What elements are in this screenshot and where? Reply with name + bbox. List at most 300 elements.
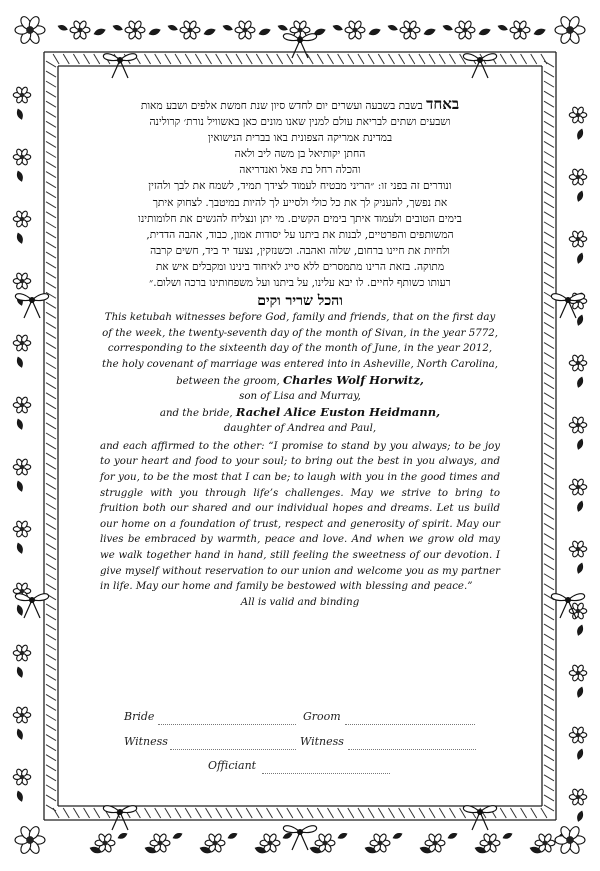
ribbon-twist [544, 363, 554, 369]
ribbon-twist [46, 222, 56, 228]
ribbon-twist [73, 808, 79, 818]
leaf [447, 832, 458, 840]
ribbon-twist [544, 403, 554, 409]
ribbon-twist [544, 654, 554, 660]
ribbon-twist [46, 262, 56, 268]
flower-center [576, 237, 580, 241]
ribbon-twist [544, 71, 554, 77]
leaf [576, 810, 584, 822]
ribbon-twist [544, 644, 554, 650]
ribbon-twist [544, 714, 554, 720]
ribbon-twist [46, 353, 56, 359]
officiant-signature-line[interactable] [262, 773, 390, 774]
ribbon-twist [46, 332, 56, 338]
ribbon-twist [73, 54, 79, 64]
leaf [16, 108, 24, 120]
ribbon-twist [46, 564, 56, 570]
ribbon-twist [46, 192, 56, 198]
flower-center [576, 113, 580, 117]
english-line: corresponding to the sixteenth day of the month of June, in the year 2012, [107, 343, 493, 355]
flower-center [576, 547, 580, 551]
ribbon-twist [46, 755, 56, 761]
ribbon-twist [46, 172, 56, 178]
ribbon-twist [46, 674, 56, 680]
leaf [93, 27, 106, 36]
officiant-signature-label: Officiant [208, 759, 257, 772]
flower-center [576, 361, 580, 365]
ribbon-twist [388, 808, 394, 818]
ribbon-twist [46, 403, 56, 409]
flower-center [26, 26, 34, 34]
ribbon-twist [206, 808, 212, 818]
ribbon-twist [429, 54, 435, 64]
flower-center [132, 27, 137, 32]
leaf [387, 24, 398, 32]
flower-center [462, 27, 467, 32]
ribbon-twist [510, 808, 516, 818]
ribbon-twist [155, 808, 161, 818]
bow-knot [565, 297, 571, 303]
ribbon-twist [544, 503, 554, 509]
ribbon-twist [206, 54, 212, 64]
flower-center [20, 217, 24, 221]
ribbon-twist [544, 312, 554, 318]
ribbon-twist [338, 808, 344, 818]
leaf [172, 832, 183, 840]
ribbon-twist [165, 54, 171, 64]
hebrew-groom-line: החתן יקותיאל בן משה ליב ולאה [234, 148, 366, 161]
bride-name: Rachel Alice Euston Heidmann, [235, 404, 441, 419]
english-closing: All is valid and binding [240, 596, 360, 608]
ribbon-twist [46, 765, 56, 771]
ribbon-twist [307, 808, 313, 818]
hebrew-line: המשותפים והפרטיים, לבנות את ביתנו על יסודות אמון, כבוד, אהבה הדדית, [146, 228, 454, 241]
ribbon-twist [544, 433, 554, 439]
ribbon-twist [544, 172, 554, 178]
ribbon-twist [246, 54, 252, 64]
bow-knot [297, 829, 303, 835]
ribbon-twist [544, 343, 554, 349]
ribbon-twist [544, 534, 554, 540]
bride-parents: daughter of Andrea and Paul, [223, 423, 377, 435]
english-text-block [100, 310, 500, 610]
ribbon-twist [544, 182, 554, 188]
hebrew-line: ולחיות את חיינו ברחום, שלוה ואהבה. וכשנזקין, נצעד יד ביד, חשים קרבה [150, 244, 450, 257]
ribbon-twist [46, 121, 56, 127]
ribbon-twist [500, 54, 506, 64]
flower-center [576, 175, 580, 179]
ribbon-twist [544, 282, 554, 288]
leaf [576, 190, 584, 202]
vow-paragraph: and each affirmed to the other: “I promise to stand by you always; to be joy to your heart and food to your soul; to bring out the best in you always, and for you, to be the most that I can be; to laugh with you in the good times and struggle with you through life’s challenges. May we strive to bring to fruition both our shared and our individual hopes and dreams. Let us build our home on a foundation of trust, respect and generosity of spirit. May our lives be embraced by warmth, peace and love. And when we grow old may we walk together hand in hand, still feeling the sweetness of our devotion. I give myself without reservation to our union and welcome you as my partner in life. May our home and family be bestowed with blessing and peace.” [100, 440, 500, 593]
bow-knot [29, 597, 35, 603]
groom-name: Charles Wolf Horwitz, [283, 372, 424, 387]
flower-center [377, 840, 382, 845]
ribbon-twist [46, 684, 56, 690]
ribbon-twist [544, 272, 554, 278]
ribbon-twist [185, 808, 191, 818]
bride-signature-label: Bride [124, 710, 155, 723]
ribbon-twist [46, 735, 56, 741]
ribbon-twist [544, 624, 554, 630]
ribbon-twist [267, 808, 273, 818]
ribbon-twist [46, 725, 56, 731]
ketubah-text [100, 96, 500, 610]
ribbon-twist [46, 413, 56, 419]
ribbon-twist [46, 383, 56, 389]
leaf [16, 604, 24, 616]
ribbon-twist [500, 808, 506, 818]
flower-center [187, 27, 192, 32]
flower-center [576, 733, 580, 737]
ribbon-twist [544, 192, 554, 198]
ribbon-twist [544, 252, 554, 258]
ribbon-twist [155, 54, 161, 64]
leaf [576, 624, 584, 636]
ribbon-twist [46, 503, 56, 509]
leaf [576, 686, 584, 698]
ribbon-twist [46, 805, 56, 811]
leaf [423, 27, 436, 36]
ribbon-twist [185, 54, 191, 64]
ribbon-twist [46, 71, 56, 77]
ribbon-twist [46, 141, 56, 147]
ribbon-twist [46, 101, 56, 107]
flower-center [487, 840, 492, 845]
hebrew-line: רעותו כשותף לחיים. לו יבא עלינו, על ביתנו ועל משפחותינו ברכה ושלום.״ [149, 277, 451, 290]
flower-center [566, 26, 574, 34]
flower-center [102, 840, 107, 845]
ribbon-twist [544, 443, 554, 449]
ribbon-twist [175, 808, 181, 818]
ribbon-twist [544, 131, 554, 137]
leaf [502, 832, 513, 840]
ribbon-twist [409, 808, 415, 818]
ribbon-twist [544, 664, 554, 670]
ribbon-twist [46, 694, 56, 700]
flower-center [352, 27, 357, 32]
english-line: the holy covenant of marriage was entered into in Asheville, North Carolina, [101, 358, 498, 370]
ribbon-twist [46, 664, 56, 670]
ribbon-twist [46, 584, 56, 590]
ribbon-twist [46, 423, 56, 429]
leaf [227, 832, 238, 840]
leaf [576, 438, 584, 450]
ribbon-twist [46, 343, 56, 349]
bow-knot [565, 597, 571, 603]
ribbon-twist [46, 614, 56, 620]
ribbon-twist [46, 373, 56, 379]
ribbon-twist [46, 795, 56, 801]
ribbon-twist [46, 91, 56, 97]
ribbon-twist [338, 54, 344, 64]
ribbon-twist [399, 54, 405, 64]
ribbon-twist [544, 162, 554, 168]
ribbon-twist [544, 745, 554, 751]
flower-center [576, 795, 580, 799]
ribbon-twist [531, 54, 537, 64]
ribbon-twist [544, 544, 554, 550]
hebrew-line: ושבעים ושתים לבריאת עולם למנין שאנו מונים כאן באשוויל נורת׳ קרולינה [149, 116, 451, 129]
ribbon-twist [46, 152, 56, 158]
ribbon-twist [46, 162, 56, 168]
leaf [117, 832, 128, 840]
leaf [576, 376, 584, 388]
ribbon-twist [544, 735, 554, 741]
flower-center [407, 27, 412, 32]
flower-center [242, 27, 247, 32]
flower-center [576, 609, 580, 613]
leaf [16, 790, 24, 802]
ribbon-twist [63, 808, 69, 818]
ribbon-twist [46, 745, 56, 751]
ribbon-twist [46, 704, 56, 710]
ribbon-twist [46, 111, 56, 117]
hebrew-text-block [100, 96, 500, 291]
flower-center [20, 403, 24, 407]
ribbon-twist [287, 54, 293, 64]
leaf [16, 232, 24, 244]
ribbon-twist [46, 81, 56, 87]
ribbon-twist [521, 54, 527, 64]
ribbon-twist [277, 54, 283, 64]
ribbon-twist [287, 808, 293, 818]
ribbon-twist [226, 54, 232, 64]
ribbon-twist [46, 654, 56, 660]
hebrew-line: במדינת אמריקה הצפונית באו בברית הנישואין [207, 132, 393, 145]
ribbon-twist [297, 54, 303, 64]
leaf [392, 832, 403, 840]
ribbon-twist [267, 54, 273, 64]
ribbon-twist [544, 423, 554, 429]
ribbon-twist [46, 61, 56, 67]
ribbon-twist [46, 453, 56, 459]
leaf [332, 24, 343, 32]
ribbon-twist [317, 54, 323, 64]
ribbon-twist [544, 614, 554, 620]
leaf [167, 24, 178, 32]
ribbon-twist [46, 131, 56, 137]
ribbon-twist [46, 212, 56, 218]
ribbon-twist [216, 808, 222, 818]
ribbon-twist [348, 808, 354, 818]
flower-center [20, 155, 24, 159]
ribbon-twist [399, 808, 405, 818]
groom-line: between the groom, Charles Wolf Horwitz, [176, 372, 424, 387]
ribbon-twist [544, 332, 554, 338]
ribbon-twist [46, 252, 56, 258]
bow-knot [477, 57, 483, 63]
ribbon-twist [544, 152, 554, 158]
ribbon-twist [409, 54, 415, 64]
bride-signature-line[interactable] [158, 724, 296, 725]
ribbon-twist [544, 141, 554, 147]
ribbon-twist [46, 483, 56, 489]
ribbon-twist [531, 808, 537, 818]
ribbon-twist [46, 775, 56, 781]
ribbon-twist [348, 54, 354, 64]
ribbon-twist [439, 808, 445, 818]
flower-center [20, 589, 24, 593]
ribbon-twist [541, 808, 547, 818]
ribbon-twist [46, 463, 56, 469]
ribbon-twist [544, 554, 554, 560]
flower-center [576, 485, 580, 489]
leaf [576, 128, 584, 140]
bow-knot [117, 809, 123, 815]
ribbon-twist [46, 433, 56, 439]
hebrew-line: את נפשך, להעניק לך את כל כולי ולסייע לך להיות במיטבך. לצחוק איתך [152, 196, 448, 209]
flower-center [432, 840, 437, 845]
witness2-signature-line[interactable] [348, 749, 476, 750]
hebrew-line: בימים הטובים ולעמוד איתך בימים הקשים. מי יתן ונצליח להגשים את חלומותינו [138, 212, 462, 225]
ribbon-twist [46, 363, 56, 369]
ribbon-twist [216, 54, 222, 64]
ribbon-twist [544, 604, 554, 610]
ribbon-twist [46, 714, 56, 720]
ribbon-twist [246, 808, 252, 818]
ribbon-twist [277, 808, 283, 818]
leaf [16, 356, 24, 368]
ribbon-twist [317, 808, 323, 818]
ribbon-twist [327, 54, 333, 64]
ribbon-twist [46, 554, 56, 560]
ribbon-twist [544, 81, 554, 87]
leaf [57, 24, 68, 32]
english-line: of the week, the twenty-seventh day of the month of Sivan, in the year 5772, [102, 327, 498, 339]
ribbon-twist [378, 54, 384, 64]
ribbon-twist [449, 808, 455, 818]
ribbon-twist [544, 674, 554, 680]
witness1-signature-line[interactable] [170, 749, 296, 750]
leaf [576, 748, 584, 760]
ribbon-twist [46, 523, 56, 529]
leaf [368, 27, 381, 36]
ribbon-twist [46, 534, 56, 540]
ribbon-twist [46, 544, 56, 550]
flower-center [576, 671, 580, 675]
flower-center [322, 840, 327, 845]
ribbon-twist [46, 393, 56, 399]
ribbon-twist [544, 755, 554, 761]
ribbon-twist [297, 808, 303, 818]
flower-center [297, 27, 302, 32]
flower-center [20, 775, 24, 779]
hebrew-closing: והכל שריר וקים [257, 293, 343, 310]
witness2-signature-label: Witness [300, 735, 344, 748]
flower-center [20, 713, 24, 717]
bow-knot [117, 57, 123, 63]
ribbon-twist [544, 242, 554, 248]
leaf [112, 24, 123, 32]
groom-parents: son of Lisa and Murray, [239, 391, 361, 403]
ribbon-twist [236, 54, 242, 64]
ribbon-twist [388, 54, 394, 64]
bow-knot [29, 297, 35, 303]
ribbon-twist [46, 242, 56, 248]
ribbon-twist [46, 232, 56, 238]
ribbon-twist [46, 604, 56, 610]
ribbon-twist [544, 373, 554, 379]
ribbon-twist [544, 584, 554, 590]
leaf [16, 170, 24, 182]
flower-center [517, 27, 522, 32]
ribbon-twist [510, 54, 516, 64]
hebrew-line: באחד בשבת בשבעה ועשרים יום לחדש סיון שנת חמשת אלפים ושבע מאות [140, 95, 460, 113]
hebrew-opening-word: באחד [426, 95, 460, 113]
ribbon-twist [46, 513, 56, 519]
leaf [16, 480, 24, 492]
ribbon-twist [368, 808, 374, 818]
ribbon-twist [544, 704, 554, 710]
ribbon-twist [544, 322, 554, 328]
groom-signature-line[interactable] [345, 724, 475, 725]
ribbon-twist [53, 54, 59, 64]
flower-center [77, 27, 82, 32]
ribbon-twist [46, 574, 56, 580]
ribbon-twist [327, 808, 333, 818]
flower-center [566, 836, 574, 844]
ribbon-twist [419, 54, 425, 64]
ribbon-twist [544, 725, 554, 731]
hebrew-bride-line: והכלה רחל בת פאל ואנדריאה [239, 164, 361, 177]
flower-center [26, 836, 34, 844]
ribbon-twist [544, 91, 554, 97]
ribbon-twist [307, 54, 313, 64]
ribbon-twist [63, 54, 69, 64]
ribbon-twist [46, 182, 56, 188]
flower-center [20, 279, 24, 283]
ribbon-twist [544, 353, 554, 359]
flower-center [157, 840, 162, 845]
ribbon-twist [544, 483, 554, 489]
leaf [576, 314, 584, 326]
ribbon-twist [236, 808, 242, 818]
ribbon-twist [544, 61, 554, 67]
ribbon-twist [544, 111, 554, 117]
ribbon-twist [84, 54, 90, 64]
leaf [576, 500, 584, 512]
leaf [148, 27, 161, 36]
ribbon-twist [46, 473, 56, 479]
flower-center [212, 840, 217, 845]
flower-center [542, 840, 547, 845]
ribbon-twist [544, 202, 554, 208]
leaf [16, 542, 24, 554]
ribbon-twist [46, 272, 56, 278]
ribbon-twist [46, 322, 56, 328]
ribbon-twist [544, 463, 554, 469]
ribbon-twist [46, 443, 56, 449]
ribbon-twist [544, 795, 554, 801]
ribbon-twist [195, 54, 201, 64]
ribbon-twist [544, 222, 554, 228]
ribbon-twist [544, 634, 554, 640]
ribbon-twist [256, 808, 262, 818]
ribbon-twist [145, 808, 151, 818]
ribbon-twist [544, 453, 554, 459]
leaf [222, 24, 233, 32]
flower-center [20, 527, 24, 531]
flower-center [20, 465, 24, 469]
ribbon-twist [94, 54, 100, 64]
ribbon-twist [439, 54, 445, 64]
leaf [576, 562, 584, 574]
ribbon-twist [46, 493, 56, 499]
leaf [478, 27, 491, 36]
ribbon-twist [544, 473, 554, 479]
ribbon-twist [256, 54, 262, 64]
